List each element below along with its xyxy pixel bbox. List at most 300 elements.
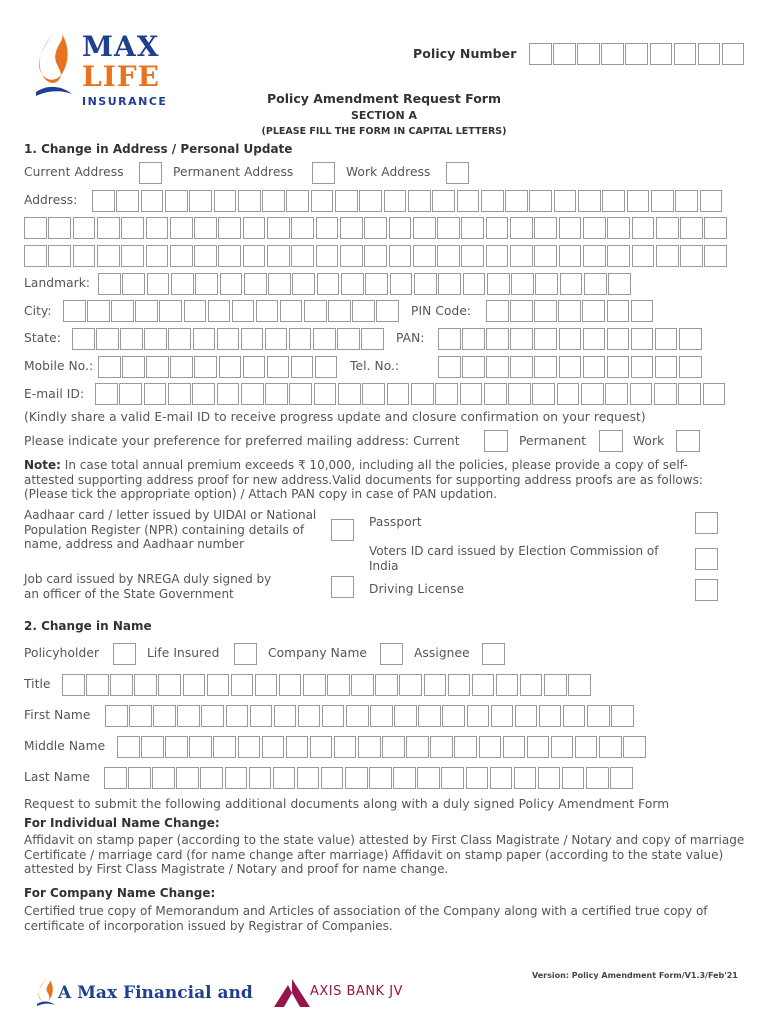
char-box[interactable] [170, 217, 193, 239]
char-box[interactable] [376, 300, 399, 322]
char-box[interactable] [457, 190, 480, 212]
char-box[interactable] [267, 217, 290, 239]
char-box[interactable] [432, 190, 455, 212]
char-box[interactable] [24, 217, 47, 239]
char-box[interactable] [463, 273, 486, 295]
char-box[interactable] [144, 328, 167, 350]
char-box[interactable] [527, 736, 550, 758]
char-box[interactable] [135, 300, 158, 322]
doc-passport-checkbox[interactable] [695, 512, 718, 534]
char-box[interactable] [535, 273, 558, 295]
char-box[interactable] [583, 245, 606, 267]
char-box[interactable] [389, 245, 412, 267]
char-box[interactable] [217, 383, 240, 405]
char-box[interactable] [218, 245, 241, 267]
char-box[interactable] [122, 356, 145, 378]
char-box[interactable] [207, 674, 230, 696]
char-box[interactable] [98, 356, 121, 378]
char-box[interactable] [560, 273, 583, 295]
char-box[interactable] [438, 273, 461, 295]
char-box[interactable] [680, 217, 703, 239]
char-box[interactable] [289, 383, 312, 405]
char-box[interactable] [584, 273, 607, 295]
char-box[interactable] [183, 674, 206, 696]
char-box[interactable] [341, 273, 364, 295]
char-box[interactable] [352, 300, 375, 322]
char-box[interactable] [48, 245, 71, 267]
char-box[interactable] [265, 383, 288, 405]
char-box[interactable] [514, 767, 537, 789]
char-box[interactable] [490, 767, 513, 789]
char-box[interactable] [539, 705, 562, 727]
char-box[interactable] [382, 736, 405, 758]
policyholder-checkbox[interactable] [113, 643, 136, 665]
pan-field[interactable] [438, 328, 703, 350]
char-box[interactable] [146, 245, 169, 267]
char-box[interactable] [292, 273, 315, 295]
char-box[interactable] [679, 328, 702, 350]
char-box[interactable] [586, 767, 609, 789]
char-box[interactable] [557, 383, 580, 405]
char-box[interactable] [327, 674, 350, 696]
char-box[interactable] [601, 43, 624, 65]
char-box[interactable] [72, 328, 95, 350]
permanent-address-checkbox[interactable] [312, 162, 335, 184]
char-box[interactable] [121, 245, 144, 267]
char-box[interactable] [195, 273, 218, 295]
char-box[interactable] [563, 705, 586, 727]
char-box[interactable] [610, 767, 633, 789]
char-box[interactable] [63, 300, 86, 322]
char-box[interactable] [722, 43, 745, 65]
char-box[interactable] [369, 767, 392, 789]
char-box[interactable] [337, 328, 360, 350]
char-box[interactable] [534, 356, 557, 378]
char-box[interactable] [441, 767, 464, 789]
char-box[interactable] [583, 356, 606, 378]
char-box[interactable] [623, 736, 646, 758]
char-box[interactable] [553, 43, 576, 65]
char-box[interactable] [656, 217, 679, 239]
char-box[interactable] [359, 190, 382, 212]
char-box[interactable] [268, 273, 291, 295]
char-box[interactable] [122, 273, 145, 295]
char-box[interactable] [303, 674, 326, 696]
address-line1-field[interactable] [92, 190, 724, 212]
char-box[interactable] [511, 273, 534, 295]
char-box[interactable] [321, 767, 344, 789]
char-box[interactable] [411, 383, 434, 405]
char-box[interactable] [417, 767, 440, 789]
char-box[interactable] [159, 300, 182, 322]
char-box[interactable] [238, 190, 261, 212]
char-box[interactable] [654, 383, 677, 405]
char-box[interactable] [510, 300, 533, 322]
char-box[interactable] [575, 736, 598, 758]
char-box[interactable] [311, 190, 334, 212]
char-box[interactable] [510, 356, 533, 378]
char-box[interactable] [184, 300, 207, 322]
char-box[interactable] [607, 300, 630, 322]
char-box[interactable] [558, 300, 581, 322]
char-box[interactable] [340, 245, 363, 267]
char-box[interactable] [460, 383, 483, 405]
char-box[interactable] [384, 190, 407, 212]
char-box[interactable] [177, 705, 200, 727]
char-box[interactable] [171, 273, 194, 295]
char-box[interactable] [486, 217, 509, 239]
char-box[interactable] [111, 300, 134, 322]
char-box[interactable] [243, 245, 266, 267]
char-box[interactable] [370, 705, 393, 727]
state-field[interactable] [72, 328, 385, 350]
char-box[interactable] [310, 736, 333, 758]
char-box[interactable] [467, 705, 490, 727]
char-box[interactable] [147, 273, 170, 295]
char-box[interactable] [438, 328, 461, 350]
char-box[interactable] [364, 245, 387, 267]
char-box[interactable] [365, 273, 388, 295]
landmark-field[interactable] [98, 273, 633, 295]
char-box[interactable] [607, 356, 630, 378]
char-box[interactable] [226, 705, 249, 727]
char-box[interactable] [322, 705, 345, 727]
char-box[interactable] [390, 273, 413, 295]
address-line3-field[interactable] [24, 245, 729, 267]
char-box[interactable] [232, 300, 255, 322]
char-box[interactable] [454, 736, 477, 758]
char-box[interactable] [510, 245, 533, 267]
char-box[interactable] [611, 705, 634, 727]
char-box[interactable] [698, 43, 721, 65]
char-box[interactable] [515, 705, 538, 727]
char-box[interactable] [413, 217, 436, 239]
char-box[interactable] [95, 383, 118, 405]
char-box[interactable] [487, 273, 510, 295]
char-box[interactable] [704, 245, 727, 267]
char-box[interactable] [607, 245, 630, 267]
char-box[interactable] [472, 674, 495, 696]
char-box[interactable] [442, 705, 465, 727]
work-address-checkbox[interactable] [446, 162, 469, 184]
char-box[interactable] [538, 767, 561, 789]
char-box[interactable] [217, 328, 240, 350]
char-box[interactable] [219, 356, 242, 378]
char-box[interactable] [418, 705, 441, 727]
char-box[interactable] [255, 674, 278, 696]
char-box[interactable] [651, 190, 674, 212]
char-box[interactable] [24, 245, 47, 267]
char-box[interactable] [73, 217, 96, 239]
char-box[interactable] [544, 674, 567, 696]
char-box[interactable] [602, 190, 625, 212]
char-box[interactable] [583, 217, 606, 239]
char-box[interactable] [340, 217, 363, 239]
char-box[interactable] [656, 245, 679, 267]
char-box[interactable] [338, 383, 361, 405]
char-box[interactable] [262, 190, 285, 212]
char-box[interactable] [361, 328, 384, 350]
char-box[interactable] [577, 43, 600, 65]
doc-voters-checkbox[interactable] [695, 548, 718, 570]
char-box[interactable] [146, 356, 169, 378]
char-box[interactable] [194, 217, 217, 239]
char-box[interactable] [280, 300, 303, 322]
char-box[interactable] [144, 383, 167, 405]
char-box[interactable] [532, 383, 555, 405]
title-field[interactable] [62, 674, 592, 696]
char-box[interactable] [170, 245, 193, 267]
char-box[interactable] [128, 767, 151, 789]
char-box[interactable] [510, 217, 533, 239]
char-box[interactable] [599, 736, 622, 758]
char-box[interactable] [534, 217, 557, 239]
char-box[interactable] [313, 328, 336, 350]
char-box[interactable] [194, 245, 217, 267]
char-box[interactable] [481, 190, 504, 212]
char-box[interactable] [170, 356, 193, 378]
char-box[interactable] [192, 383, 215, 405]
char-box[interactable] [262, 736, 285, 758]
char-box[interactable] [486, 245, 509, 267]
char-box[interactable] [437, 217, 460, 239]
char-box[interactable] [486, 356, 509, 378]
char-box[interactable] [587, 705, 610, 727]
char-box[interactable] [703, 383, 726, 405]
char-box[interactable] [274, 705, 297, 727]
char-box[interactable] [486, 328, 509, 350]
char-box[interactable] [225, 767, 248, 789]
char-box[interactable] [110, 674, 133, 696]
char-box[interactable] [351, 674, 374, 696]
char-box[interactable] [607, 217, 630, 239]
char-box[interactable] [334, 736, 357, 758]
char-box[interactable] [291, 217, 314, 239]
char-box[interactable] [484, 383, 507, 405]
char-box[interactable] [120, 328, 143, 350]
char-box[interactable] [165, 190, 188, 212]
char-box[interactable] [241, 328, 264, 350]
char-box[interactable] [632, 245, 655, 267]
pin-code-field[interactable] [486, 300, 655, 322]
char-box[interactable] [632, 217, 655, 239]
char-box[interactable] [491, 705, 514, 727]
char-box[interactable] [581, 383, 604, 405]
doc-aadhaar-checkbox[interactable] [331, 519, 354, 541]
char-box[interactable] [267, 245, 290, 267]
pref-permanent-checkbox[interactable] [599, 430, 623, 452]
char-box[interactable] [96, 328, 119, 350]
life-insured-checkbox[interactable] [234, 643, 257, 665]
char-box[interactable] [559, 245, 582, 267]
char-box[interactable] [291, 356, 314, 378]
char-box[interactable] [534, 328, 557, 350]
current-address-checkbox[interactable] [139, 162, 162, 184]
char-box[interactable] [462, 328, 485, 350]
char-box[interactable] [627, 190, 650, 212]
char-box[interactable] [393, 767, 416, 789]
char-box[interactable] [461, 217, 484, 239]
char-box[interactable] [559, 328, 582, 350]
email-field[interactable] [95, 383, 727, 405]
char-box[interactable] [608, 273, 631, 295]
char-box[interactable] [267, 356, 290, 378]
char-box[interactable] [158, 674, 181, 696]
char-box[interactable] [256, 300, 279, 322]
char-box[interactable] [249, 767, 272, 789]
char-box[interactable] [286, 190, 309, 212]
char-box[interactable] [655, 356, 678, 378]
char-box[interactable] [243, 356, 266, 378]
char-box[interactable] [578, 190, 601, 212]
char-box[interactable] [153, 705, 176, 727]
char-box[interactable] [200, 767, 223, 789]
char-box[interactable] [335, 190, 358, 212]
char-box[interactable] [568, 674, 591, 696]
char-box[interactable] [48, 217, 71, 239]
char-box[interactable] [119, 383, 142, 405]
city-field[interactable] [63, 300, 400, 322]
char-box[interactable] [424, 674, 447, 696]
char-box[interactable] [562, 767, 585, 789]
char-box[interactable] [286, 736, 309, 758]
char-box[interactable] [152, 767, 175, 789]
char-box[interactable] [362, 383, 385, 405]
char-box[interactable] [414, 273, 437, 295]
char-box[interactable] [508, 383, 531, 405]
char-box[interactable] [630, 383, 653, 405]
char-box[interactable] [631, 356, 654, 378]
char-box[interactable] [448, 674, 471, 696]
char-box[interactable] [678, 383, 701, 405]
char-box[interactable] [220, 273, 243, 295]
char-box[interactable] [317, 273, 340, 295]
char-box[interactable] [559, 217, 582, 239]
char-box[interactable] [193, 328, 216, 350]
char-box[interactable] [503, 736, 526, 758]
char-box[interactable] [680, 245, 703, 267]
char-box[interactable] [105, 705, 128, 727]
char-box[interactable] [117, 736, 140, 758]
first-name-field[interactable] [105, 705, 635, 727]
char-box[interactable] [583, 328, 606, 350]
char-box[interactable] [496, 674, 519, 696]
char-box[interactable] [408, 190, 431, 212]
char-box[interactable] [168, 383, 191, 405]
char-box[interactable] [243, 217, 266, 239]
char-box[interactable] [279, 674, 302, 696]
char-box[interactable] [430, 736, 453, 758]
char-box[interactable] [273, 767, 296, 789]
char-box[interactable] [529, 190, 552, 212]
char-box[interactable] [607, 328, 630, 350]
char-box[interactable] [62, 674, 85, 696]
assignee-checkbox[interactable] [482, 643, 505, 665]
char-box[interactable] [364, 217, 387, 239]
char-box[interactable] [129, 705, 152, 727]
char-box[interactable] [328, 300, 351, 322]
char-box[interactable] [244, 273, 267, 295]
pref-current-checkbox[interactable] [484, 430, 508, 452]
char-box[interactable] [165, 736, 188, 758]
policy-number-field[interactable] [529, 43, 746, 65]
char-box[interactable] [700, 190, 723, 212]
char-box[interactable] [631, 300, 654, 322]
char-box[interactable] [394, 705, 417, 727]
char-box[interactable] [208, 300, 231, 322]
char-box[interactable] [141, 736, 164, 758]
address-line2-field[interactable] [24, 217, 729, 239]
char-box[interactable] [387, 383, 410, 405]
char-box[interactable] [510, 328, 533, 350]
doc-job-card-checkbox[interactable] [331, 576, 354, 598]
char-box[interactable] [73, 245, 96, 267]
char-box[interactable] [605, 383, 628, 405]
pref-work-checkbox[interactable] [676, 430, 700, 452]
char-box[interactable] [97, 245, 120, 267]
char-box[interactable] [529, 43, 552, 65]
char-box[interactable] [554, 190, 577, 212]
char-box[interactable] [551, 736, 574, 758]
char-box[interactable] [413, 245, 436, 267]
char-box[interactable] [486, 300, 509, 322]
char-box[interactable] [520, 674, 543, 696]
char-box[interactable] [316, 245, 339, 267]
mobile-field[interactable] [98, 356, 339, 378]
char-box[interactable] [505, 190, 528, 212]
company-name-checkbox[interactable] [380, 643, 403, 665]
char-box[interactable] [116, 190, 139, 212]
char-box[interactable] [250, 705, 273, 727]
char-box[interactable] [134, 674, 157, 696]
char-box[interactable] [675, 190, 698, 212]
char-box[interactable] [121, 217, 144, 239]
char-box[interactable] [631, 328, 654, 350]
char-box[interactable] [218, 217, 241, 239]
char-box[interactable] [291, 245, 314, 267]
char-box[interactable] [462, 356, 485, 378]
char-box[interactable] [704, 217, 727, 239]
char-box[interactable] [315, 356, 338, 378]
char-box[interactable] [650, 43, 673, 65]
char-box[interactable] [201, 705, 224, 727]
char-box[interactable] [265, 328, 288, 350]
char-box[interactable] [466, 767, 489, 789]
char-box[interactable] [92, 190, 115, 212]
char-box[interactable] [479, 736, 502, 758]
char-box[interactable] [168, 328, 191, 350]
char-box[interactable] [176, 767, 199, 789]
char-box[interactable] [298, 705, 321, 727]
char-box[interactable] [289, 328, 312, 350]
doc-driving-checkbox[interactable] [695, 579, 718, 601]
char-box[interactable] [314, 383, 337, 405]
char-box[interactable] [194, 356, 217, 378]
char-box[interactable] [674, 43, 697, 65]
char-box[interactable] [214, 190, 237, 212]
middle-name-field[interactable] [117, 736, 647, 758]
char-box[interactable] [406, 736, 429, 758]
char-box[interactable] [97, 217, 120, 239]
char-box[interactable] [141, 190, 164, 212]
char-box[interactable] [189, 736, 212, 758]
char-box[interactable] [625, 43, 648, 65]
char-box[interactable] [435, 383, 458, 405]
char-box[interactable] [87, 300, 110, 322]
char-box[interactable] [238, 736, 261, 758]
char-box[interactable] [231, 674, 254, 696]
char-box[interactable] [86, 674, 109, 696]
